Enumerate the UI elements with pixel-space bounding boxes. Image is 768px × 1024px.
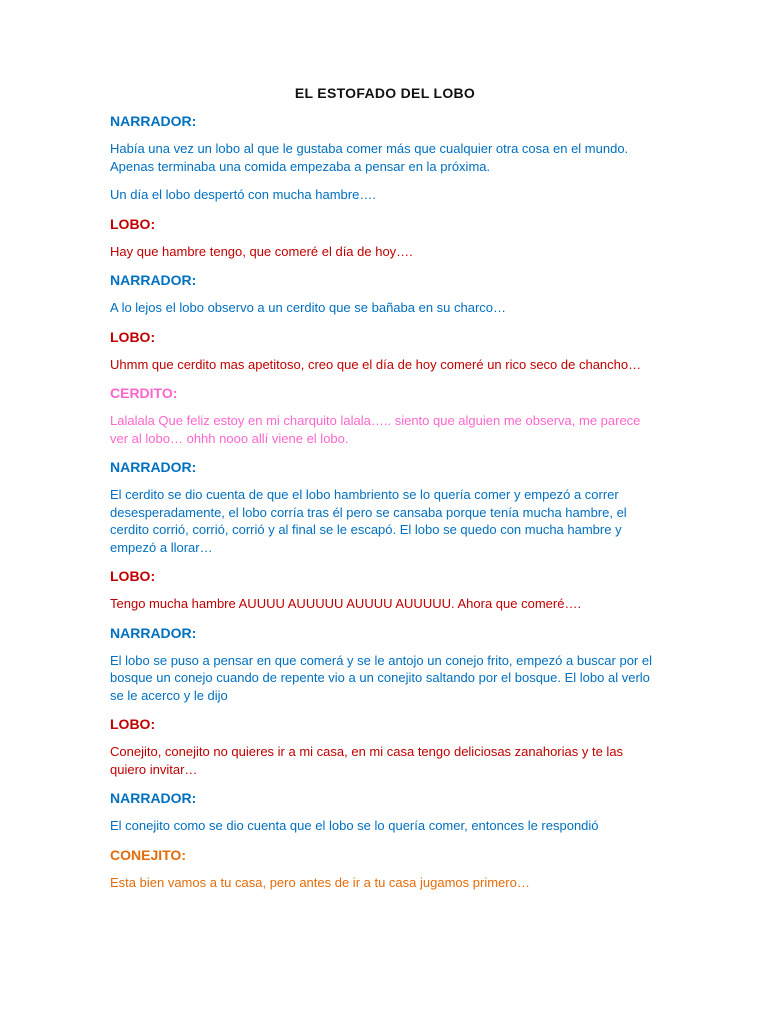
speaker-lobo: LOBO: — [110, 328, 156, 345]
speaker-cerdito: CERDITO: — [110, 385, 178, 401]
dialogue-block-narrador-3 — [110, 458, 660, 556]
dialogue-block-lobo-4 — [110, 715, 660, 778]
narrador-line: A lo lejos el lobo observo a un cerdito que se bañaba en su charco… — [110, 300, 507, 315]
dialogue-block-narrador-2 — [110, 271, 660, 317]
dialogue-block-lobo-1 — [110, 215, 660, 261]
speaker-lobo: LOBO: — [110, 716, 156, 732]
lobo-line: Conejito, conejito no quieres ir a mi casa, en mi casa tengo deliciosas zanahorias y te las quiero invitar… — [110, 744, 624, 777]
lobo-line: Hay que hambre tengo, que comeré el día de hoy…. — [110, 243, 413, 259]
speaker-conejito: CONEJITO: — [110, 846, 186, 863]
cerdito-line: Lalalala Que feliz estoy en mi charquito lalala….. siento que alguien me observa, me parece ver al lobo… ohhh nooo allí viene el lobo. — [110, 413, 641, 446]
document-title: EL ESTOFADO DEL LOBO — [294, 85, 476, 101]
dialogue-block-lobo-2 — [110, 328, 660, 374]
conejito-line: Esta bien vamos a tu casa, pero antes de ir a tu casa jugamos primero… — [110, 874, 530, 890]
speaker-lobo: LOBO: — [110, 568, 156, 584]
speaker-narrador: NARRADOR: — [110, 790, 197, 806]
narrador-line: El conejito como se dio cuenta que el lobo se lo quería comer, entonces le respondió — [110, 818, 599, 833]
narrador-line: El lobo se puso a pensar en que comerá y se le antojo un conejo frito, empezó a buscar por el bosque un conejo cuando de repente vio a un conejito saltando por el bosque. El lobo al verlo se le acerco y le dijo — [110, 652, 652, 703]
dialogue-block-lobo-3 — [110, 567, 660, 613]
dialogue-block-narrador-4 — [110, 624, 660, 705]
dialogue-block-cerdito — [110, 384, 660, 447]
narrador-line: Había una vez un lobo al que le gustaba comer más que cualquier otra cosa en el mundo. Apenas terminaba una comida empezaba a pensar en la próxima. — [110, 141, 629, 174]
speaker-narrador: NARRADOR: — [110, 459, 197, 475]
narrador-line: El cerdito se dio cuenta de que el lobo hambriento se lo quería comer y empezó a correr desesperadamente, el lobo corría tras él pero se cansaba porque tenía mucha hambre, el cerdito corrió, corrió, corrió y al final se le escapó. El lobo se quedo con mucha hambre y empezó a llorar… — [110, 487, 627, 555]
speaker-narrador: NARRADOR: — [110, 624, 197, 641]
speaker-narrador: NARRADOR: — [110, 113, 197, 129]
dialogue-block-conejito — [110, 846, 660, 892]
lobo-line: Uhmm que cerdito mas apetitoso, creo que el día de hoy comeré un rico seco de chancho… — [110, 356, 642, 372]
speaker-narrador: NARRADOR: — [110, 272, 197, 288]
narrador-line: Un día el lobo despertó con mucha hambre…. — [110, 187, 376, 202]
dialogue-block-narrador-1 — [110, 112, 660, 204]
lobo-line: Tengo mucha hambre AUUUU AUUUUU AUUUU AUUUUU. Ahora que comeré…. — [110, 596, 582, 611]
document-page — [110, 84, 660, 902]
dialogue-block-narrador-5 — [110, 789, 660, 835]
speaker-lobo: LOBO: — [110, 215, 156, 232]
